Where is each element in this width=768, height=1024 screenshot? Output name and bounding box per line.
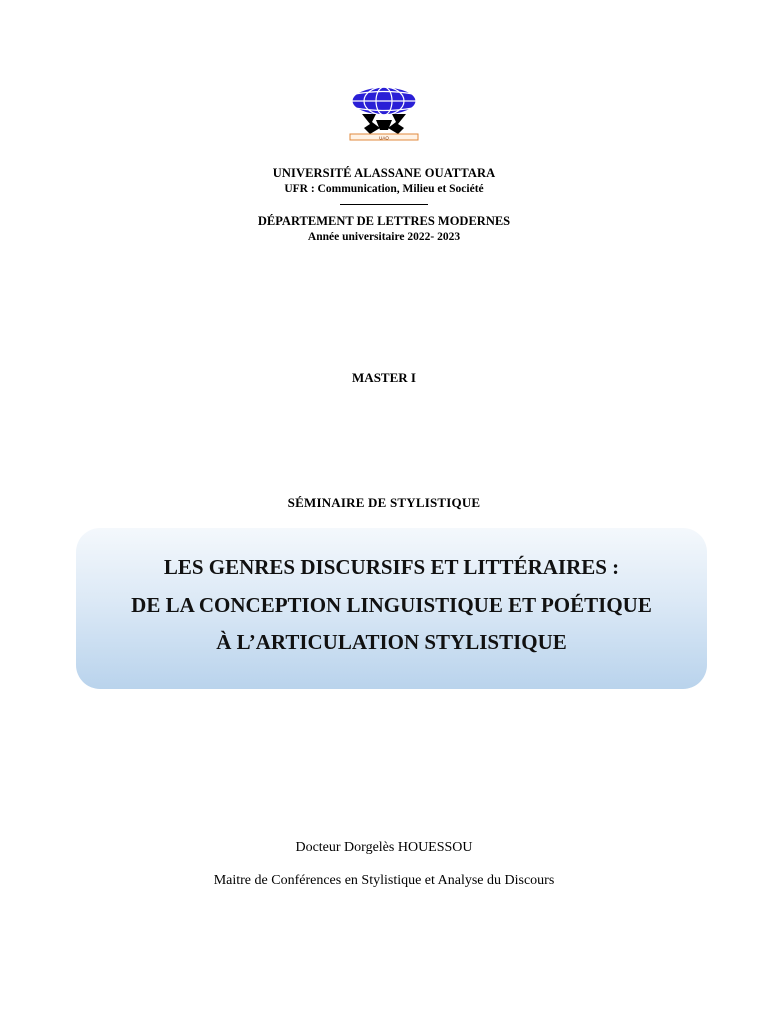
title-box (76, 528, 707, 689)
ufr-name: UFR : Communication, Milieu et Société (284, 183, 484, 195)
header-separator (340, 204, 428, 205)
author-position: Maitre de Conférences en Stylistique et Analyse du Discours (213, 873, 555, 888)
title-line-2: DE LA CONCEPTION LINGUISTIQUE ET POÉTIQUE (131, 593, 652, 617)
academic-year: Année universitaire 2022- 2023 (307, 231, 461, 243)
level-label: MASTER I (352, 370, 416, 385)
seminar-label: SÉMINAIRE DE STYLISTIQUE (287, 495, 481, 510)
university-name: UNIVERSITÉ ALASSANE OUATTARA (272, 166, 496, 180)
department-name: DÉPARTEMENT DE LETTRES MODERNES (257, 214, 511, 228)
university-logo (340, 84, 428, 146)
title-line-3: À L’ARTICULATION STYLISTIQUE (216, 630, 567, 654)
author-name: Docteur Dorgelès HOUESSOU (295, 840, 473, 855)
svg-text:UAO: UAO (379, 135, 389, 141)
title-line-1: LES GENRES DISCURSIFS ET LITTÉRAIRES : (163, 555, 620, 579)
